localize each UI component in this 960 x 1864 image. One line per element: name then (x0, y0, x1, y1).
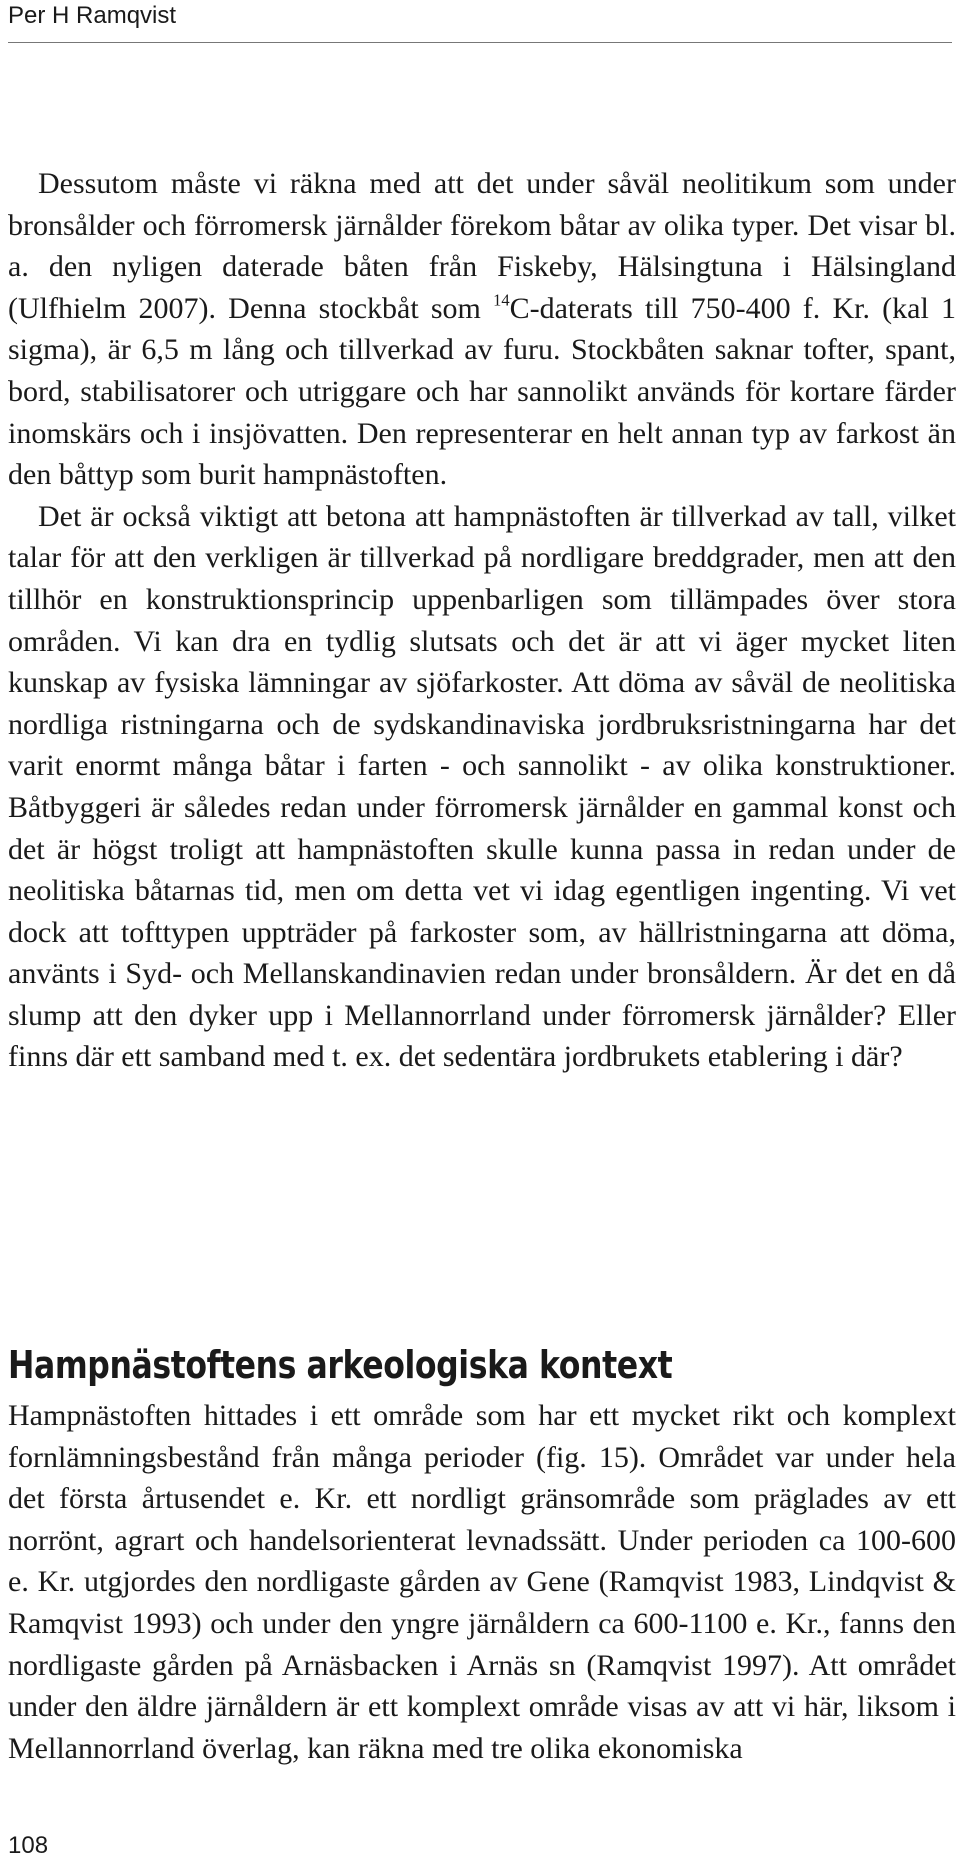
section-body (8, 1395, 956, 1769)
section-heading: Hampnästoftens arkeologiska kontext (8, 1343, 673, 1387)
superscript: 14 (493, 290, 510, 310)
running-header-author: Per H Ramqvist (8, 2, 177, 29)
page-number: 108 (8, 1832, 49, 1859)
header-rule (8, 42, 952, 43)
paragraph-text: Dessutom måste vi räkna med att det under såväl neolitikum som under bronsålder och förromersk järnålder förekom båtar av olika typer. Det visar bl. a. den nyligen daterade båten från Fiskeby, Hälsingtuna i Hälsingland (Ulfhielm 2007). Denna stockbåt som (8, 167, 956, 325)
paragraph: Hampnästoften hittades i ett område som har ett mycket rikt och komplext fornlämningsbestånd från många perioder (fig. 15). Området var under hela det första årtusendet e. Kr. ett nordligt gränsområde som präglades av ett norrönt, agrart och handelsorienterat levnadssätt. Under perioden ca 100-600 e. Kr. utgjordes den nordligaste gården av Gene (Ramqvist 1983, Lindqvist & Ramqvist 1993) och under den yngre järnåldern ca 600-1100 e. Kr., fanns den nordligaste gården på Arnäsbacken i Arnäs sn (Ramqvist 1997). Att området under den äldre järnåldern är ett komplext område visas av att vi här, liksom i Mellannorrland överlag, kan räkna med tre olika ekonomiska (8, 1399, 956, 1765)
paragraph (8, 163, 956, 496)
section-body (8, 163, 956, 1078)
paragraph-text: C-daterats till 750-400 f. Kr. (kal 1 sigma), är 6,5 m lång och tillverkad av furu. Stockbåten saknar tofter, spant, bord, stabilisatorer och utriggare och har sannolikt används för kortare färder inomskärs och i insjövatten. Den representerar en helt annan typ av farkost än den båttyp som burit hampnästoften. (8, 291, 957, 492)
paragraph: Det är också viktigt att betona att hampnästoften är tillverkad av tall, vilket talar för att den verkligen är tillverkad på nordligare breddgrader, men att den tillhör en konstruktionsprincip uppenbarligen som tillämpades över stora områden. Vi kan dra en tydlig slutsats och det är att vi äger mycket liten kunskap av fysiska lämningar av sjöfarkoster. Att döma av såväl de neolitiska nordliga ristningarna och de sydskandinaviska jordbruksristningarna har det varit enormt många båtar i farten - och sannolikt - av olika konstruktioner. Båtbyggeri är således redan under förromersk järnålder en gammal konst och det är högst troligt att hampnästoften skulle kunna passa in redan under de neolitiska båtarnas tid, men om detta vet vi idag egentligen ingenting. Vi vet dock att tofttypen uppträder på farkoster som, av hällristningarna att döma, använts i Syd- och Mellanskandinavien redan under bronsåldern. Är det en då slump att den dyker upp i Mellannorrland under förromersk järnålder? Eller finns där ett samband med t. ex. det sedentära jordbrukets etablering i där? (8, 499, 956, 1074)
